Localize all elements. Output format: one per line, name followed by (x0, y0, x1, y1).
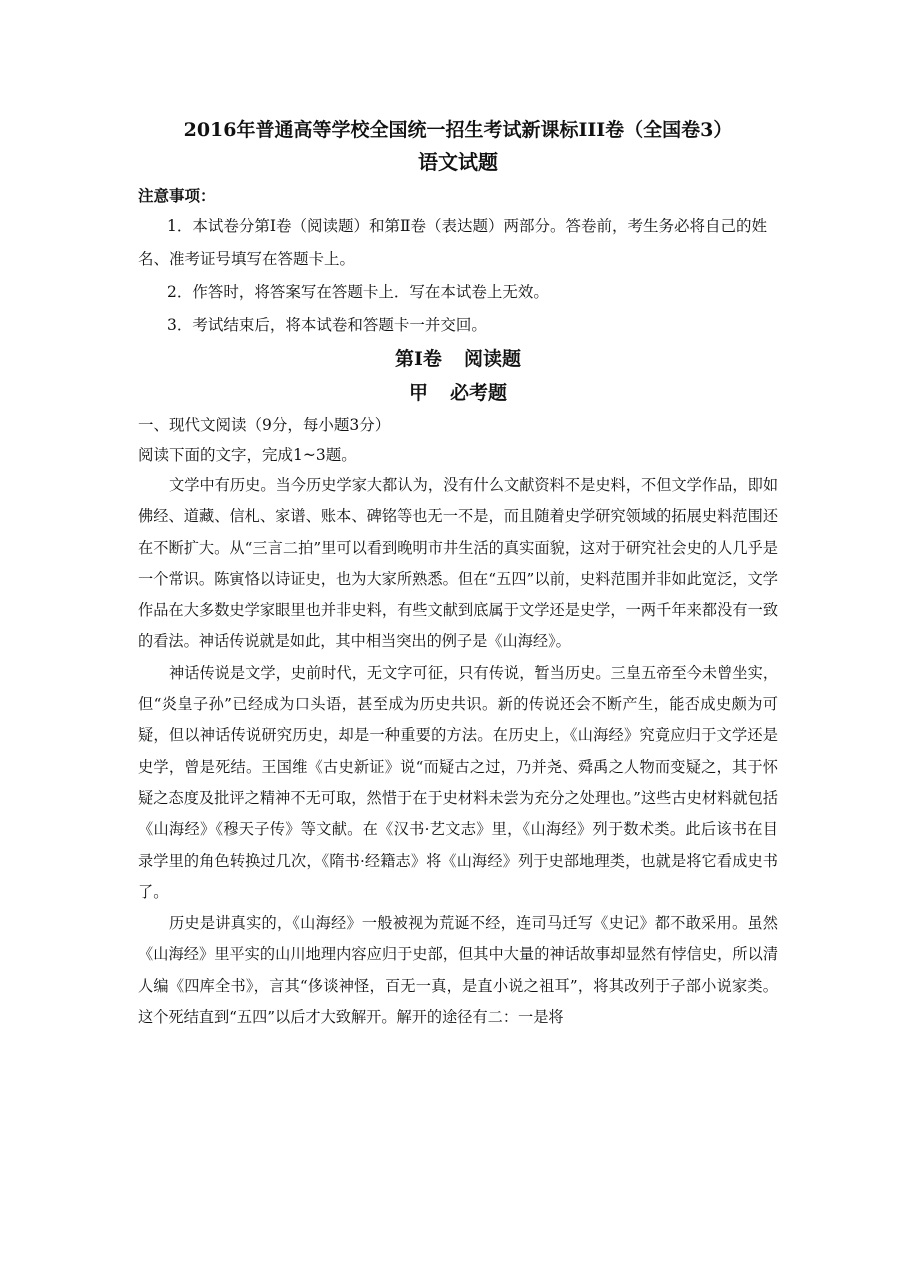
exam-subtitle: 语文试题 (418, 150, 498, 174)
notice-heading: 注意事项： (138, 186, 216, 205)
notice-section (138, 182, 778, 342)
notice-item-1: 1．本试卷分第Ⅰ卷（阅读题）和第Ⅱ卷（表达题）两部分。答卷前，考生务必将自己的姓名、准考证号填写在答题卡上。 (138, 217, 768, 268)
subpart-label: 甲 (408, 382, 428, 404)
exam-page (138, 112, 778, 1033)
passage-paragraph-2: 神话传说是文学，史前时代，无文字可征，只有传说，暂当历史。三皇五帝至今未曾坐实，但“炎皇子孙”已经成为口头语，甚至成为历史共识。新的传说还会不断产生，能否成史颇为可疑，但以神话传说研究历史，却是一种重要的方法。在历史上，《山海经》究竟应归于文学还是史学，曾是死结。王国维《古史新证》说“而疑古之过，乃并尧、舜禹之人物而变疑之，其于怀疑之态度及批评之精神不无可取，然惜于在于史材料未尝为充分之处理也。”这些古史材料就包括《山海经》《穆天子传》等文献。在《汉书·艺文志》里，《山海经》列于数术类。此后该书在目录学里的角色转换过几次，《隋书·经籍志》将《山海经》列于史部地理类，也就是将它看成史书了。 (138, 663, 778, 901)
passage-paragraph-3: 历史是讲真实的，《山海经》一般被视为荒诞不经，连司马迁写《史记》都不敢采用。虽然《山海经》里平实的山川地理内容应归于史部，但其中大量的神话故事却显然有悖信史，所以清人编《四库全书》，言其“侈谈神怪，百无一真，是直小说之祖耳”，将其改列于子部小说家类。这个死结直到“五四”以后才大致解开。解开的途径有二：一是将 (138, 914, 778, 1027)
passage-paragraph-1: 文学中有历史。当今历史学家大都认为，没有什么文献资料不是史料，不但文学作品，即如佛经、道藏、信札、家谱、账本、碑铭等也无一不是，而且随着史学研究领域的拓展史料范围还在不断扩大。从“三言二拍”里可以看到晚明市井生活的真实面貌，这对于研究社会史的人几乎是一个常识。陈寅恪以诗证史，也为大家所熟悉。但在“五四”以前，史料范围并非如此宽泛，文学作品在大多数史学家眼里也并非史料，有些文献到底属于文学还是史学，一两千年来都没有一致的看法。神话传说就是如此，其中相当突出的例子是《山海经》。 (138, 476, 778, 651)
section-instruction: 阅读下面的文字，完成1~3题。 (138, 446, 357, 464)
reading-passage (138, 470, 778, 1033)
part-name: 阅读题 (463, 348, 521, 370)
subpart-title (138, 376, 778, 410)
subpart-name: 必考题 (450, 382, 508, 404)
part-label: 第Ⅰ卷 (395, 348, 442, 370)
part-title (138, 342, 778, 376)
section-heading: 一、现代文阅读（9分，每小题3分） (138, 416, 391, 434)
notice-list (138, 210, 778, 342)
notice-item-3: 3．考试结束后，将本试卷和答题卡一并交回。 (167, 316, 487, 334)
notice-item-2: 2．作答时，将答案写在答题卡上．写在本试卷上无效。 (167, 283, 549, 301)
exam-title: 2016年普通高等学校全国统一招生考试新课标III卷（全国卷3） (183, 119, 733, 141)
